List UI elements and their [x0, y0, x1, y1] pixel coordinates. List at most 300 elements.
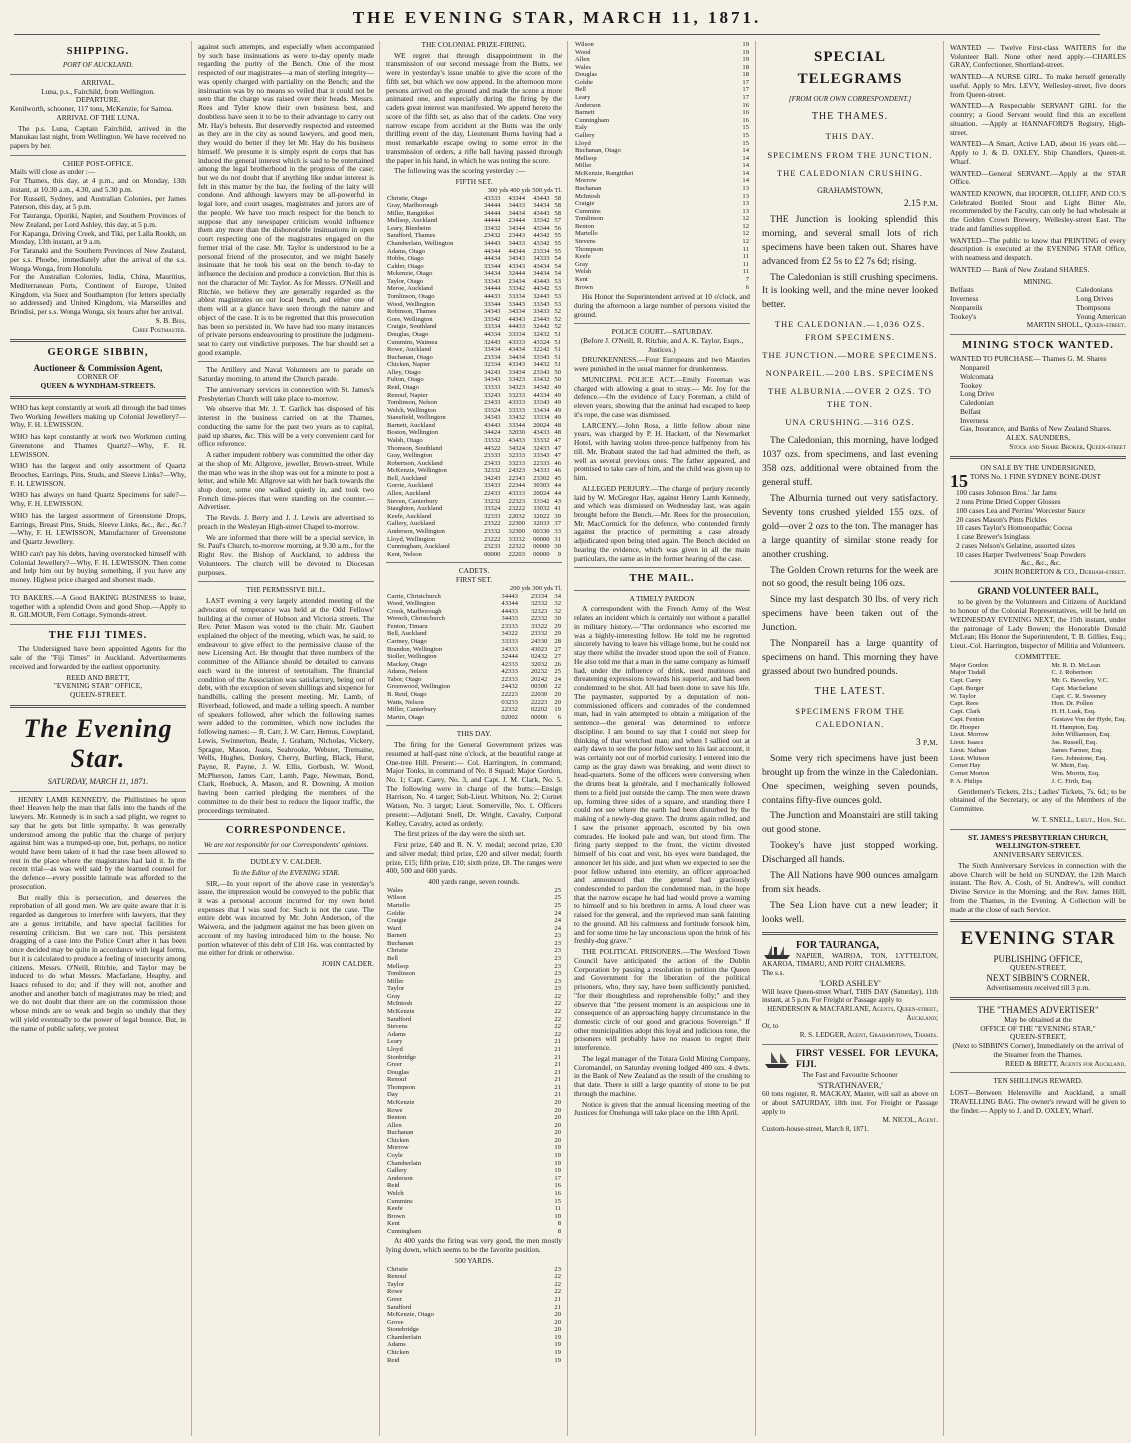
table-cell-value: 32032	[530, 660, 548, 668]
editorial-continued: against such attempts, and especially when accompanied by such base insinuations as were to-day openly made regarding the purity of the Bench. One of the most respected of our magistrates—a man of sterling integrity—was openly charged with partiality on the Bench; and the insinuation was by no means so veiled that it could not be seen that the charge was raised over their heads. Messrs. Rees and Tyler know their own business best, and doubtless have seen it to be to their advantage to carry out Mr. Hay's behests. But deservedly respected and esteemed as they are in the city as sound lawyers, and good men, they would do better if they let Mr. Hay do his business himself. We presume it is simply esprit de corps that has induced the general interest which is said to be entertained among the legal brotherhood in the progress of the case; but we do not doubt that if anything like undue interest is felt in this matter by the bar, the feeling of the laity will condone. And although lawyers may be all-powerful in legal lore, and court usages, magistrates and jurors are of the people. We have too much respect for the bench to suppose that any newspaper criticism would influence them any more than the dishonorable insinuations in open court respecting one of the magistrates engaged on the former trial of the case. Mr. Taylor is understood to be a personal friend of the prosecutor, and we might basely insinuate that he took his seat on the bench to-day to influence the decision and produce a conviction. But this is not the character of Mr. Taylor. As for Messrs. O'Neill and Ritchie, we believe they are generally regarded as the ablest magistrates on our local bench, and either one of them will at a glance have seen through the nature and object of the case. It is to be regretted that this prosecution has been so persisted in. We have had too many instances of private persons endeavouring to prostitute the judgment-seat to carry out vindictive purposes. The bar should set a good example.	[198, 42, 374, 357]
prize-text: WE regret that through disappointment in the transmission of our second message from the Butts, we were in yesterday's issue unable to give the score of the fifth set, but which we now append. In the afternoon more persons arrived on the ground and made the scene a more animated one, and especially during the firing by the cadets great interest was manifested. We append hereto the score of the fifth set, as also that of the cadets. One very narrow escape from accident at the Butts was the only thrilling event of the day, Lieutenant Burns having had a most remarkable escape owing to some error in the transmission of orders, a rifle ball having passed through the paper in his hand, in which he was noting the score.	[386, 50, 562, 165]
table-row	[386, 248, 562, 256]
committee-member: Geo. Johnstone, Esq.	[1051, 754, 1108, 762]
table-row	[574, 132, 750, 140]
table-cell-name: Rowe	[387, 1106, 403, 1114]
table-cell-value: 33032	[533, 505, 550, 513]
table-cell-name: Staughton, Auckland	[387, 505, 443, 513]
wanted-ad: WANTED—A Smart, Active LAD, about 16 years old.—Apply to J. & D. OXLEY, Ship Chandlers, Queen-st. Wharf.	[950, 139, 1126, 166]
table-cell-value: 34434	[508, 209, 525, 217]
table-cell-value: 20	[554, 698, 561, 706]
table-row	[386, 1099, 562, 1107]
table-cell-value: 28	[554, 637, 561, 645]
table-cell-value: 33243	[483, 391, 501, 399]
table-cell-name: Adams, Nelson	[387, 668, 428, 676]
letter-heading: DUDLEY V. CALDER.	[250, 857, 322, 867]
table-row	[386, 1182, 562, 1190]
wanted-ad: WANTED—General SERVANT.—Apply at the STAR Office.	[950, 168, 1126, 187]
committee-member: Gustave Von der Hyde, Esq.	[1051, 715, 1126, 723]
table-cell-value: 33322	[530, 622, 548, 630]
table-row	[386, 993, 562, 1001]
pardon-text: A correspondent with the French Army of the West relates an incident which is certainly not without a parallel in military history.—"The ordonnance who escorted me was a highly-interesting fellow. He told me he regretted sincerely having to leave his village home, but he could not stay there whilst the invader stood upon the soil of France. He also told me that a man in the same company as himself had, under the influence of drink, used mutinous and threatening expressions towards his superior, and had been condemned to be shot. All had been done to save his life. The paymaster, supported by a deputation of non-commissioned officers and comrades of the condemned man, had in vain attempted to obtain a mitigation of the sentence—the general was determined to enforce discipline. I am bound to say that I could not sleep for thinking of that wretched man; and when I sallied out at early dawn to see the poor fellow sent to his last account, it was certainly not out of morbid curiosity. I entered into the camp as the gray dawn was breaking, and went direct to head-quarters. Some of the officers were conversing when the drums beat la générale, and I mechanically followed them to a field just outside the camp. The men were drawn up, forming three sides of a square, and standing there I could not see where the earth had been disturbed by the making of a newly-dug grave. The drums again rolled, and I saw the prisoner approach, escorted by his own comrades. He looked pale and wan, but stood firm. The firing party stepped to the front, the victim divested himself of his coat and vest, his eyes were bandaged, the annoncer let his side, and just when we expected to see the poor fellow ushered into eternity, an officer approached and announced that the general had graciously condescended to pardon the condemned man, in the hope that the narrow escape he had had would prove a warning to himself and to his brethren in arms. A loud cheer was raised for the general, and the reprieved man sank fainting to the ground. All his calmness and fortitude forsook him, and for some time he lay unconscious upon the brink of his freshly-dug grave."	[574, 604, 750, 946]
table-cell-name: Cartney, Otago	[387, 637, 427, 645]
table-cell-name: Leary	[387, 1038, 403, 1046]
table-cell-value: 23222	[483, 535, 501, 543]
table-cell-value: 32334	[483, 361, 501, 369]
thames-heading: THE THAMES.	[811, 110, 889, 122]
table-row	[386, 346, 562, 354]
table-cell-value: 23222	[508, 505, 525, 513]
table-cell-name: Anderson	[387, 1174, 413, 1182]
reed-street: QUEEN-STREET.	[70, 690, 126, 700]
table-row	[386, 475, 562, 483]
table-row	[386, 490, 562, 498]
table-cell-name: Cunningham	[575, 116, 610, 124]
ball-committee	[950, 662, 1126, 786]
table-row	[386, 1107, 562, 1115]
table-cell-value: 10	[554, 1212, 561, 1220]
table-cell-value: 18	[742, 63, 749, 71]
table-row	[386, 638, 562, 646]
telegram-para: The Caledonian is still crushing specimens. It is looking well, and the mine never looked better.	[762, 271, 938, 311]
table-cell-name: Bell	[387, 955, 398, 963]
table-cell-value: 23334	[533, 247, 550, 255]
time: 3 p.m.	[915, 736, 938, 748]
table-cell-value: 19	[742, 48, 749, 56]
table-cell-value: 15	[554, 1197, 561, 1205]
table-row	[386, 1341, 562, 1349]
table-cell-value: 48	[554, 421, 561, 429]
table-cell-value: 33433	[483, 482, 501, 490]
table-cell-value: 33333	[501, 637, 518, 645]
table-cell-name: Barnett	[575, 109, 595, 117]
table-cell-value: 44322	[483, 444, 501, 452]
table-cell-name: Bell, Auckland	[387, 474, 427, 482]
thames-adv-heading: THE "THAMES ADVERTISER"	[977, 1005, 1099, 1016]
table-cell-value: 33343	[533, 353, 550, 361]
table-cell-name: Gray, Wellington	[387, 452, 433, 460]
table-cell-value: 47	[554, 444, 561, 452]
table-row	[386, 422, 562, 430]
table-cell-value: 34343	[483, 414, 501, 422]
table-row	[386, 661, 562, 669]
table-cell-value: 44342	[533, 232, 550, 240]
table-cell-value: 26	[554, 660, 561, 668]
table-cell-value: 21	[554, 1303, 561, 1311]
table-cell-value: 12	[742, 230, 749, 238]
table-cell-value: 34343	[483, 376, 501, 384]
table-cell-name: Stonebridge	[387, 1326, 419, 1334]
table-row	[386, 593, 562, 601]
table-cell-value: 00000	[483, 550, 501, 558]
table-cell-value: 15	[742, 139, 749, 147]
table-cell-value: 43433	[533, 429, 550, 437]
table-cell-name: Chamberlain, Wellington	[387, 239, 454, 247]
table-row	[386, 376, 562, 384]
table-cell-value: 21	[554, 1076, 561, 1084]
wanted-ad: WANTED — Twelve First-class WAITERS for the Volunteer Ball. None other need apply.—CHARLES GRAY, Confectioner, Shortland-street.	[950, 43, 1126, 70]
mining-heading: MINING.	[1023, 276, 1053, 286]
table-cell-value: 43433	[508, 437, 525, 445]
tauranga-ss: The s.s.	[762, 969, 785, 977]
table-cell-value: 33343	[533, 452, 550, 460]
tauranga-ship: 'LORD ASHLEY'	[819, 977, 881, 988]
fiji-text: The Undersigned have been appointed Agents for the sale of the "Fiji Times" in Auckland. Advertisements received and forwarded by the earliest opportunity.	[10, 644, 186, 671]
table-cell-value: 34344	[508, 224, 525, 232]
table-row	[386, 445, 562, 453]
table-cell-value: 54	[554, 270, 561, 278]
committee-member: Major Gordon	[950, 661, 988, 669]
table-cell-name: Meroe, Auckland	[387, 285, 433, 293]
table-cell-value: 24323	[508, 467, 525, 475]
table-cell-value: 19	[554, 1356, 561, 1364]
table-row	[386, 384, 562, 392]
table-cell-value: 34444	[483, 285, 501, 293]
fifth-set-heading: FIFTH SET.	[455, 177, 493, 187]
table-row	[386, 668, 562, 676]
table-cell-value: 21	[554, 1038, 561, 1046]
columns	[10, 40, 1126, 1436]
thames-adv-text: May be obtained at the	[1004, 1015, 1072, 1024]
table-row	[386, 1122, 562, 1130]
table-row	[574, 117, 750, 125]
tauranga-heading: FOR TAURANGA,	[796, 939, 879, 951]
table-cell-value: 44	[554, 490, 561, 498]
table-cell-value: 33332	[508, 535, 525, 543]
column-2	[198, 41, 380, 1436]
table-cell-value: 19	[554, 1333, 561, 1341]
table-cell-name: Reid	[387, 1182, 400, 1190]
table-row	[386, 1008, 562, 1016]
table-cell-value: 33344	[483, 262, 501, 270]
table-cell-name: B. Reid, Otago	[387, 691, 427, 699]
table-cell-value: 14	[742, 162, 749, 170]
table-row	[386, 301, 562, 309]
table-cell-value: 43434	[508, 346, 525, 354]
table-cell-value: 43342	[533, 239, 550, 247]
table-row	[386, 263, 562, 271]
table-cell-value: 34443	[501, 592, 518, 600]
table-cell-value: 14	[742, 147, 749, 155]
table-cell-name: Boston, Wellington	[387, 429, 439, 437]
table-row	[386, 407, 562, 415]
table-row	[386, 1129, 562, 1137]
table-row	[386, 452, 562, 460]
table-row	[386, 232, 562, 240]
committee-right	[1052, 662, 1126, 786]
post-line: For Kapanga, Driving Creek, and Tiki, per Lalla Rookh, on Monday, 13th instant, at 9 a.m.	[10, 228, 186, 247]
committee-member: Dr. Hooper	[950, 723, 980, 731]
star-sub: Advertisements received till 3 p.m.	[986, 982, 1090, 992]
table-cell-name: Mellsop	[575, 154, 597, 162]
table-cell-value: 23433	[483, 399, 501, 407]
table-row	[574, 223, 750, 231]
news-para: We are informed that there will be a special service, in St. Paul's Church, to-morrow morning, at 9.30 a.m., for the Right Rev. the Bishop of Auckland, to address the Volunteers. The church will be devoted to Diocesan purposes.	[198, 532, 374, 577]
divider	[950, 456, 1126, 459]
sale-big-number: 15	[950, 471, 968, 492]
table-cell-value: 6	[557, 713, 561, 721]
committee-member: Major Tisdall	[950, 669, 986, 677]
table-cell-name: Thomson, Southland	[387, 444, 442, 452]
committee-member: H. Hampton, Esq.	[1051, 723, 1099, 731]
prisoners-text: THE POLITICAL PRISONERS.—The Wexford Town Council have anticipated the action of the Dublin Corporation by passing a resolution to petition the Queen and Government for the liberation of the political prisoners, who, they say, have been sufficiently punished, "for their thoughtless and reprehensible folly;" and they observe that "the present moment is an auspicious one in consequence of an approaching happy circumstance in the domestic circle of our good and gracious Sovereign." If other municipalities adopt this loyal and judicious tone, the prisoners will probably have no reason to regret their interference.	[574, 947, 750, 1053]
table-cell-name: Mckenzie, Otago	[387, 270, 433, 278]
table-cell-value: 20242	[530, 675, 548, 683]
table-cell-name: Gallery	[387, 1167, 407, 1175]
table-row	[386, 354, 562, 362]
bakers-ad: TO BAKERS.—A Good BAKING BUSINESS to lease, together with a splendid Oven and good Shop.—Apply to R. GILMOUR, Fern Cottage, Symonds-street.	[10, 592, 186, 620]
table-cell-value: 33343	[483, 277, 501, 285]
table-cell-value: 13	[742, 184, 749, 192]
news-para: The Artillery and Naval Volunteers are to parade on Saturday morning, to attend the Church parade.	[198, 365, 374, 384]
sale-first	[950, 471, 1126, 492]
table-cell-value: 43333	[508, 399, 525, 407]
table-row	[386, 195, 562, 203]
table-cell-name: Lloyd, Wellington	[387, 535, 436, 543]
table-row	[386, 460, 562, 468]
table-row	[574, 109, 750, 117]
table-row	[386, 1349, 562, 1357]
post-line: For the Australian Colonies, India, China, Mauritius, Mediterranean Ports, Continent of Europe, United Kingdom, via Suez and Southampton (for letters specially so addressed) and United Kingdom, via Marseilles and Brindisi, per s.s. Wonga Wonga, six hours after her arrival.	[10, 272, 186, 317]
table-cell-value: 11	[742, 268, 749, 276]
cadets-heading: CADETS.	[458, 566, 490, 576]
divider	[950, 334, 1126, 335]
table-row	[386, 970, 562, 978]
table-cell-value: 44433	[501, 607, 518, 615]
table-row	[386, 217, 562, 225]
table-cell-name: Stevens	[575, 238, 596, 246]
table-cell-value: 24	[554, 909, 561, 917]
table-cell-name: Mellsop	[387, 962, 409, 970]
table-cell-value: 14	[742, 177, 749, 185]
table-row	[386, 467, 562, 475]
latest-subheading: SPECIMENS FROM THE CALEDONIAN.	[795, 706, 905, 729]
table-row	[386, 706, 562, 714]
column-4	[574, 41, 756, 1436]
stock-item: Nonpareil	[960, 363, 990, 373]
paper-date: SATURDAY, MARCH 11, 1871.	[47, 777, 149, 787]
table-cell-value: 32444	[508, 270, 525, 278]
table-cell-value: 44	[554, 482, 561, 490]
table-cell-value: 33342	[483, 315, 501, 323]
lewisson-ad: WHO has kept constantly at work all through the bad times Two Working Jewellers making up Colonial Jewellery?—Why, F. H. LEWISSON.	[10, 402, 186, 430]
committee-member: Jas. Russell, Esq.	[1051, 739, 1098, 747]
table-cell-value: 34	[554, 592, 561, 600]
police-para: LARCENY.—John Ross, a little fellow about nine years, was charged by P. H. Hackett, of the Newmarket Hotel, with having stolen three-pence halfpenny from his till. Mr. Brabant stated the lad had admitted the theft, as well as several previous ones. The father appeared, and promised to take care of him, and the child was given up to him.	[574, 420, 750, 483]
table-cell-value: 45	[554, 474, 561, 482]
table-row	[574, 162, 750, 170]
committee-member: Hon. Dr. Pollen	[1051, 700, 1093, 708]
table-row	[386, 1198, 562, 1206]
table-cell-value: 8	[557, 1220, 561, 1228]
table-cell-value: 53	[554, 285, 561, 293]
table-row	[386, 902, 562, 910]
table-cell-value: 33342	[508, 285, 525, 293]
table-cell-value: 39	[554, 512, 561, 520]
table-cell-value: 51	[554, 353, 561, 361]
table-cell-value: 22	[554, 683, 561, 691]
table-cell-name: McKenzie	[387, 1008, 415, 1016]
table-row	[386, 1076, 562, 1084]
table-cell-name: Adams	[387, 1341, 406, 1349]
table-cell-value: 58	[554, 209, 561, 217]
table-row	[386, 1167, 562, 1175]
pardon-heading: A TIMELY PARDON	[629, 593, 695, 603]
table-row	[386, 615, 562, 623]
table-row	[386, 316, 562, 324]
table-cell-name: Wood, Wellington	[387, 300, 435, 308]
thames-adv-text: OFFICE OF THE "EVENING STAR,"	[980, 1023, 1096, 1033]
table-cell-value: 33434	[483, 346, 501, 354]
table-cell-value: 23233	[483, 543, 501, 551]
table-cell-value: 11	[742, 245, 749, 253]
table-cell-value: 33432	[508, 414, 525, 422]
table-cell-value: 8	[557, 1227, 561, 1235]
table-cell-value: 53	[554, 277, 561, 285]
tauranga-ad	[762, 940, 938, 1040]
police-heading: POLICE COURT.—SATURDAY.	[611, 327, 713, 337]
table-cell-name: Gray	[575, 260, 589, 268]
table-cell-name: Fenton, Timaru	[387, 622, 428, 630]
table-cell-name: Tomlinson	[575, 215, 604, 223]
table-row	[386, 270, 562, 278]
committee-member: J. C. Firth, Esq.	[1051, 777, 1093, 785]
table-cell-name: Welch, Wellington	[387, 406, 436, 414]
table-cell-value: 23332	[530, 630, 548, 638]
letter-to: To the Editor of the EVENING STAR.	[232, 869, 340, 878]
table-cell-name: Welch	[387, 1189, 404, 1197]
table-cell-value: 18	[742, 71, 749, 79]
table-cell-value: 19	[554, 1348, 561, 1356]
table-cell-name: Martin, Otago	[387, 713, 425, 721]
table-cell-name: Taylor, Otago	[387, 277, 424, 285]
table-cell-value: 20	[554, 1099, 561, 1106]
table-cell-name: Gallery, Auckland	[387, 520, 435, 528]
table-cell-name: Grove	[387, 1318, 404, 1326]
table-cell-value: 23	[554, 939, 561, 947]
table-cell-value: 44334	[533, 391, 550, 399]
table-cell-name: Lloyd	[575, 139, 591, 147]
table-row	[386, 202, 562, 210]
post-line: For Russell, Sydney, and Australian Colonies, per James Paterson, this day, at 5 p.m.	[10, 193, 186, 212]
table-cell-name: Barnett, Auckland	[387, 421, 435, 429]
table-row	[386, 925, 562, 933]
table-row	[386, 1046, 562, 1054]
table-cell-name: Craigie, Southland	[387, 323, 437, 331]
table-cell-name: Allen	[575, 56, 590, 64]
table-row	[574, 261, 750, 269]
police-para: MUNICIPAL POLICE ACT.—Emily Foreman was charged with allowing a goat to stray.— Mr. Joy for the defence.—On the evidence of Lucy Foreman, a child of eleven years, showing that the animal had escaped to keep it's rope, the case was dismissed.	[574, 374, 750, 419]
table-cell-value: 32323	[530, 607, 548, 615]
table-cell-name: Sandford	[387, 1015, 412, 1023]
divider	[574, 567, 750, 568]
table-row	[574, 49, 750, 57]
table-cell-value: 25	[554, 886, 561, 894]
table-cell-value: 34444	[483, 202, 501, 210]
table-cell-value: 16	[554, 1182, 561, 1190]
table-cell-value: 51	[554, 361, 561, 369]
score-table	[574, 41, 750, 291]
table-cell-value: 52	[554, 308, 561, 316]
fiji-heading: THE FIJI TIMES.	[48, 630, 148, 642]
table-cell-value: 22332	[501, 706, 518, 714]
table-cell-value: 44433	[508, 323, 525, 331]
table-cell-value: 23432	[483, 232, 501, 240]
table-row	[574, 94, 750, 102]
levuka-heading: FIRST VESSEL FOR LEVUKA, FIJI.	[796, 1048, 938, 1071]
this-day-text: The first prizes of the day were the sixth set.	[394, 829, 526, 839]
table-cell-name: Chamberlain	[387, 1333, 422, 1341]
table-cell-value: 00000	[533, 543, 550, 551]
arrival-heading: ARRIVAL.	[81, 77, 115, 87]
table-cell-value: 33344	[483, 300, 501, 308]
table-row	[386, 285, 562, 293]
thames-adv-signature: REED & BRETT, Agents for Auckland.	[1005, 1058, 1126, 1068]
table-cell-value: 47	[554, 452, 561, 460]
sale-item: &c., &c., &c.	[1020, 558, 1062, 568]
table-cell-value: 33332	[483, 437, 501, 445]
prize-intro: The following was the scoring yesterday :—	[394, 166, 526, 176]
table-row	[386, 955, 562, 963]
table-cell-name: Hobbs, Otago	[387, 255, 424, 263]
committee-member: C. J. Robertson	[1051, 669, 1093, 677]
table-cell-value: 23334	[483, 353, 501, 361]
table-row	[386, 1091, 562, 1099]
star-sub: QUEEN-STREET,	[1010, 963, 1066, 973]
committee-member: Capt. Burger	[950, 684, 984, 692]
masthead: THE EVENING STAR, MARCH 11, 1871.	[14, 8, 1100, 35]
table-cell-value: 33334	[483, 323, 501, 331]
table-cell-value: 41	[554, 505, 561, 513]
reward-heading: TEN SHILLINGS REWARD.	[993, 1076, 1083, 1086]
table-cell-value: 11	[554, 1205, 561, 1213]
table-row	[574, 140, 750, 148]
table-cell-name: Welsh	[575, 268, 592, 276]
telegram-para: The Caledonian, this morning, have lodged 1037 ozs. from specimens, and last evening 358 ozs. additional were obtained from the general stuff.	[762, 435, 938, 489]
levuka-subheading: The Fast and Favourite Schooner	[802, 1071, 898, 1080]
table-cell-value: 42333	[501, 660, 518, 668]
table-cell-value: 27	[554, 653, 561, 661]
table-cell-value: 55	[554, 247, 561, 255]
table-cell-value: 33333	[483, 383, 501, 391]
table-cell-value: 32442	[533, 323, 550, 331]
table-cell-name: Kent, Nelson	[387, 550, 422, 558]
table-cell-name: Wilson	[575, 41, 594, 48]
table-row	[386, 308, 562, 316]
stock-item: Tookey	[960, 380, 983, 390]
table-cell-name: Chicken, Napier	[387, 361, 431, 369]
post-office-lines	[10, 168, 186, 316]
committee-member: W. Mein, Esq.	[1051, 762, 1090, 770]
table-row	[386, 1273, 562, 1281]
committee-member: John Williamson, Esq.	[1051, 731, 1111, 739]
table-cell-value: 43443	[483, 421, 501, 429]
table-cell-value: 17	[554, 1174, 561, 1182]
stock-signature: ALEX. SAUNDERS,	[1005, 433, 1071, 443]
table-cell-value: 34434	[508, 353, 525, 361]
news-para: A rather impudent robbery was committed the other day at the shop of Mr. Allgrove, jeweller, Brown-street. While the man who was in the shop was out for a minute to post a letter, and while Mr. Allgrove sat with her back towards the shop door, some one walked quietly in, and took two French time-pieces that were standing on the counter.—Advertiser.	[198, 450, 374, 512]
shipping-heading: SHIPPING.	[66, 46, 130, 57]
table-cell-name: Christie	[387, 1265, 408, 1273]
junction-more: THE JUNCTION.—MORE SPECIMENS.	[762, 349, 938, 360]
table-cell-value: 34343	[483, 308, 501, 316]
table-row	[386, 1190, 562, 1198]
table-cell-value: 54	[554, 262, 561, 270]
table-cell-name: Ward	[387, 924, 402, 932]
wanted-ad: WANTED KNOWN, that HOOPER, OLLIFF, AND CO.'S Celebrated Bottled Stout and Light Bitter Ale, recommended by the Faculty, can only be had wholesale at the Golden Crown Brewery, Wellesley-street East. The trade and families supplied.	[950, 189, 1126, 233]
divider	[762, 932, 938, 935]
table-cell-value: 34433	[501, 615, 518, 623]
